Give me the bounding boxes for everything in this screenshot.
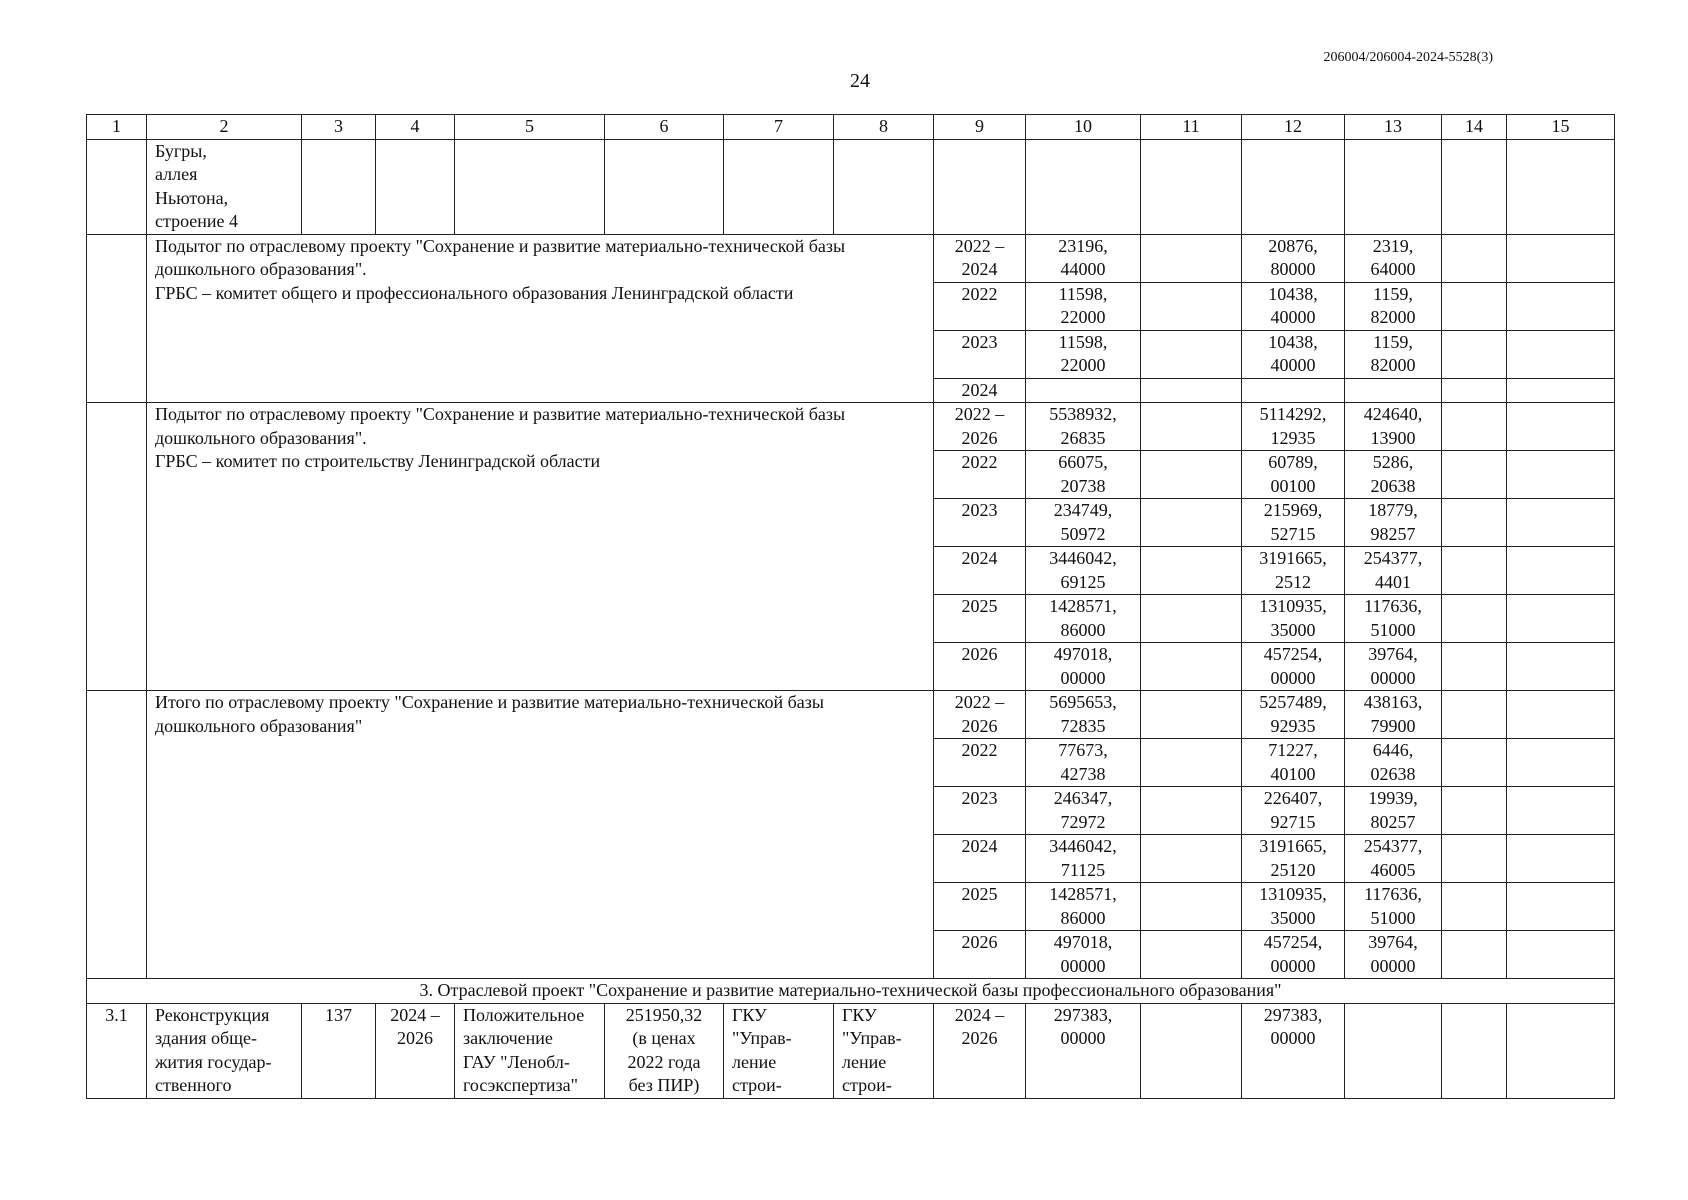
column-number-row: [87, 115, 1615, 140]
amount-local-cell: 18779, 98257: [1345, 499, 1442, 547]
section-title: 3. Отраслевой проект "Сохранение и развитие материально-технической базы профессионального образования": [87, 979, 1615, 1004]
table-cell: [1442, 451, 1507, 499]
table-cell: [1507, 282, 1615, 330]
table-cell: [1507, 931, 1615, 979]
header-cell: 14: [1442, 115, 1507, 140]
table-cell: [1141, 739, 1242, 787]
amount-local-cell: 254377, 46005: [1345, 835, 1442, 883]
table-cell: [1345, 1003, 1442, 1098]
year-cell: 2026: [934, 643, 1026, 691]
table-cell: [1507, 739, 1615, 787]
year-cell: 2023: [934, 330, 1026, 378]
year-cell: 2022: [934, 451, 1026, 499]
year-cell: 2024: [934, 378, 1026, 403]
amount-total-cell: 5695653, 72835: [1026, 691, 1141, 739]
table-cell: [1442, 234, 1507, 282]
amount-regional-cell: 10438, 40000: [1242, 282, 1345, 330]
amount-regional-cell: 1310935, 35000: [1242, 595, 1345, 643]
table-cell: [1507, 835, 1615, 883]
amount-total-cell: 497018, 00000: [1026, 931, 1141, 979]
customer-cell: ГКУ "Управ- ление строи-: [724, 1003, 834, 1098]
year-cell: 2026: [934, 931, 1026, 979]
header-cell: 5: [455, 115, 605, 140]
header-cell: 8: [834, 115, 934, 140]
amount-total-cell: 77673, 42738: [1026, 739, 1141, 787]
table-cell: [1507, 451, 1615, 499]
amount-local-cell: 117636, 51000: [1345, 883, 1442, 931]
header-cell: 7: [724, 115, 834, 140]
table-cell: [87, 691, 147, 979]
amount-local-cell: 438163, 79900: [1345, 691, 1442, 739]
table-cell: [1141, 378, 1242, 403]
table-cell: [87, 403, 147, 691]
table-cell: [1442, 595, 1507, 643]
amount-total-cell: [1026, 378, 1141, 403]
table-cell: [1141, 883, 1242, 931]
amount-total-cell: 11598, 22000: [1026, 330, 1141, 378]
document-code: 206004/206004-2024-5528(3): [1323, 50, 1493, 65]
table-cell: [1507, 499, 1615, 547]
table-cell: [1507, 595, 1615, 643]
amount-local-cell: 6446, 02638: [1345, 739, 1442, 787]
table-cell: [1442, 835, 1507, 883]
amount-regional-cell: 71227, 40100: [1242, 739, 1345, 787]
amount-regional-cell: 5257489, 92935: [1242, 691, 1345, 739]
table-cell: [1141, 643, 1242, 691]
amount-regional-cell: 3191665, 2512: [1242, 547, 1345, 595]
table-cell: [1442, 330, 1507, 378]
row-number-cell: 3.1: [87, 1003, 147, 1098]
amount-local-cell: 254377, 4401: [1345, 547, 1442, 595]
amount-total-cell: 3446042, 71125: [1026, 835, 1141, 883]
year-cell: 2022 – 2024: [934, 234, 1026, 282]
table-cell: [1507, 643, 1615, 691]
table-cell: [1141, 234, 1242, 282]
amount-total-cell: 11598, 22000: [1026, 282, 1141, 330]
amount-local-cell: 424640, 13900: [1345, 403, 1442, 451]
developer-cell: ГКУ "Управ- ление строи-: [834, 1003, 934, 1098]
section-title-row: [87, 979, 1615, 1004]
table-cell: [1507, 330, 1615, 378]
table-cell: [1141, 691, 1242, 739]
year-cell: 2024: [934, 835, 1026, 883]
table-cell: [1442, 282, 1507, 330]
amount-total-cell: 297383, 00000: [1026, 1003, 1141, 1098]
amount-regional-cell: 20876, 80000: [1242, 234, 1345, 282]
header-cell: 15: [1507, 115, 1615, 140]
amount-local-cell: [1345, 378, 1442, 403]
table-cell: [1141, 931, 1242, 979]
cost-cell: 251950,32 (в ценах 2022 года без ПИР): [605, 1003, 724, 1098]
header-cell: 3: [302, 115, 376, 140]
table-cell: [1442, 1003, 1507, 1098]
table-cell: [1442, 883, 1507, 931]
year-cell: 2024: [934, 547, 1026, 595]
object-name-cell: Реконструкция здания обще- жития государ- ственного: [147, 1003, 302, 1098]
table-cell: [1442, 403, 1507, 451]
header-cell: 2: [147, 115, 302, 140]
table-cell: [1507, 547, 1615, 595]
amount-total-cell: 1428571, 86000: [1026, 595, 1141, 643]
table-cell: [1141, 139, 1242, 234]
year-cell: 2025: [934, 595, 1026, 643]
amount-local-cell: 19939, 80257: [1345, 787, 1442, 835]
header-cell: 1: [87, 115, 147, 140]
header-cell: 6: [605, 115, 724, 140]
amount-total-cell: 1428571, 86000: [1026, 883, 1141, 931]
table-cell: [1507, 691, 1615, 739]
budget-table: [86, 114, 1615, 1099]
amount-local-cell: 5286, 20638: [1345, 451, 1442, 499]
header-cell: 13: [1345, 115, 1442, 140]
subtotal-row: [87, 403, 1615, 451]
amount-regional-cell: 1310935, 35000: [1242, 883, 1345, 931]
amount-total-cell: 5538932, 26835: [1026, 403, 1141, 451]
subtotal-label: Подытог по отраслевому проекту "Сохранение и развитие материально-технической базы дошкольного образования". ГРБС – комитет общего и профессионального образования Ленинградской области: [147, 234, 934, 403]
amount-regional-cell: 10438, 40000: [1242, 330, 1345, 378]
page-number: 24: [850, 70, 870, 92]
table-cell: [1442, 547, 1507, 595]
amount-local-cell: 2319, 64000: [1345, 234, 1442, 282]
amount-total-cell: 3446042, 69125: [1026, 547, 1141, 595]
table-cell: [87, 234, 147, 403]
table-cell: [1141, 1003, 1242, 1098]
amount-local-cell: 1159, 82000: [1345, 330, 1442, 378]
object-row: [87, 1003, 1615, 1098]
amount-regional-cell: 297383, 00000: [1242, 1003, 1345, 1098]
year-cell: 2022 – 2026: [934, 691, 1026, 739]
year-cell: 2022: [934, 739, 1026, 787]
address-cell: Бугры, аллея Ньютона, строение 4: [147, 139, 302, 234]
table-cell: [1507, 1003, 1615, 1098]
table-cell: [1141, 835, 1242, 883]
table-cell: [1242, 139, 1345, 234]
subtotal-label: Итого по отраслевому проекту "Сохранение и развитие материально-технической базы дошкольного образования": [147, 691, 934, 979]
table-cell: [1507, 787, 1615, 835]
amount-total-cell: 246347, 72972: [1026, 787, 1141, 835]
amount-local-cell: 39764, 00000: [1345, 931, 1442, 979]
amount-total-cell: 234749, 50972: [1026, 499, 1141, 547]
capacity-cell: 137: [302, 1003, 376, 1098]
table-cell: [934, 139, 1026, 234]
amount-regional-cell: 457254, 00000: [1242, 643, 1345, 691]
table-cell: [1141, 595, 1242, 643]
table-cell: [1442, 378, 1507, 403]
expertise-cell: Положительное заключение ГАУ "Ленобл- госэкспертиза": [455, 1003, 605, 1098]
table-cell: [1442, 499, 1507, 547]
amount-total-cell: 66075, 20738: [1026, 451, 1141, 499]
table-cell: [1507, 403, 1615, 451]
subtotal-label: Подытог по отраслевому проекту "Сохранение и развитие материально-технической базы дошкольного образования". ГРБС – комитет по строительству Ленинградской области: [147, 403, 934, 691]
table-cell: [1442, 739, 1507, 787]
period-cell: 2024 – 2026: [376, 1003, 455, 1098]
table-cell: [1442, 931, 1507, 979]
table-cell: [1345, 139, 1442, 234]
address-continuation-row: [87, 139, 1615, 234]
table-cell: [1507, 139, 1615, 234]
table-cell: [1141, 330, 1242, 378]
amount-regional-cell: 457254, 00000: [1242, 931, 1345, 979]
amount-regional-cell: 5114292, 12935: [1242, 403, 1345, 451]
header-cell: 12: [1242, 115, 1345, 140]
amount-local-cell: 39764, 00000: [1345, 643, 1442, 691]
subtotal-row: [87, 234, 1615, 282]
table-cell: [455, 139, 605, 234]
amount-regional-cell: [1242, 378, 1345, 403]
table-cell: [1442, 139, 1507, 234]
table-cell: [1141, 451, 1242, 499]
table-cell: [1141, 499, 1242, 547]
amount-regional-cell: 60789, 00100: [1242, 451, 1345, 499]
table-cell: [1141, 787, 1242, 835]
amount-regional-cell: 215969, 52715: [1242, 499, 1345, 547]
table-cell: [1507, 378, 1615, 403]
table-cell: [724, 139, 834, 234]
year-cell: 2023: [934, 787, 1026, 835]
year-cell: 2022: [934, 282, 1026, 330]
year-cell: 2023: [934, 499, 1026, 547]
table-cell: [302, 139, 376, 234]
table-cell: [1026, 139, 1141, 234]
table-cell: [87, 139, 147, 234]
table-cell: [1507, 234, 1615, 282]
subtotal-row: [87, 691, 1615, 739]
table-cell: [1442, 691, 1507, 739]
amount-regional-cell: 3191665, 25120: [1242, 835, 1345, 883]
amount-regional-cell: 226407, 92715: [1242, 787, 1345, 835]
amount-total-cell: 23196, 44000: [1026, 234, 1141, 282]
header-cell: 10: [1026, 115, 1141, 140]
amount-local-cell: 117636, 51000: [1345, 595, 1442, 643]
header-cell: 9: [934, 115, 1026, 140]
table-cell: [1141, 547, 1242, 595]
table-cell: [1442, 787, 1507, 835]
table-cell: [1141, 403, 1242, 451]
table-cell: [834, 139, 934, 234]
year-cell: 2022 – 2026: [934, 403, 1026, 451]
table-cell: [1442, 643, 1507, 691]
year-cell: 2024 – 2026: [934, 1003, 1026, 1098]
amount-total-cell: 497018, 00000: [1026, 643, 1141, 691]
amount-local-cell: 1159, 82000: [1345, 282, 1442, 330]
header-cell: 4: [376, 115, 455, 140]
table-cell: [1507, 883, 1615, 931]
header-cell: 11: [1141, 115, 1242, 140]
table-cell: [605, 139, 724, 234]
table-cell: [376, 139, 455, 234]
year-cell: 2025: [934, 883, 1026, 931]
table-cell: [1141, 282, 1242, 330]
